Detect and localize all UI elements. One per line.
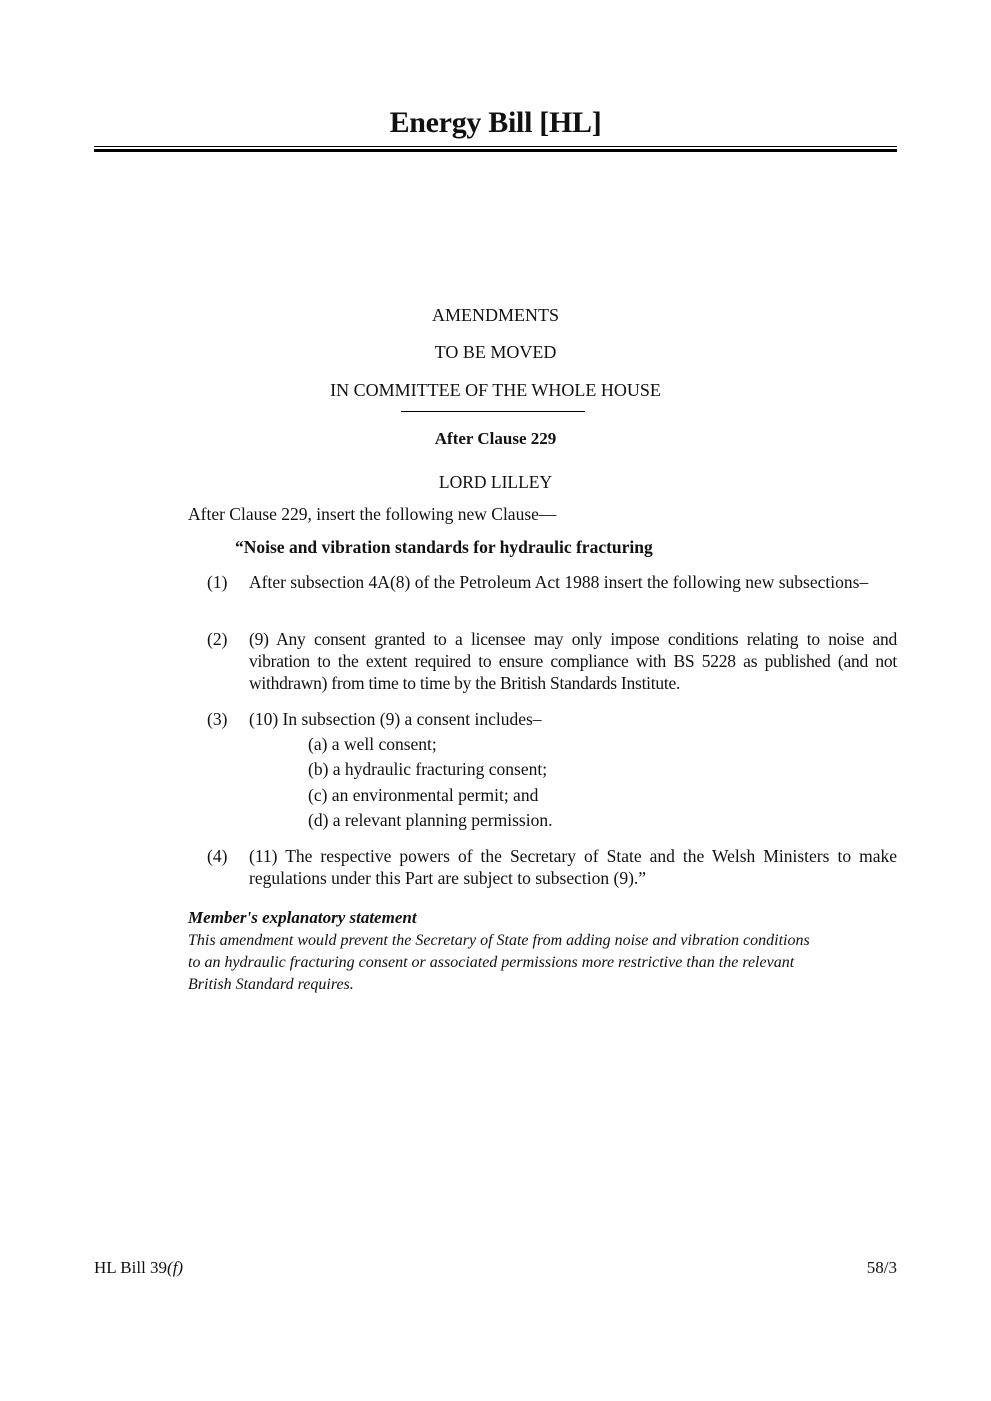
explanatory-statement-heading: Member's explanatory statement: [188, 908, 417, 927]
heading-rule: [401, 411, 585, 412]
footer-page-reference: 58/3: [866, 1258, 897, 1277]
heading-line-1: AMENDMENTS: [431, 305, 559, 325]
explanatory-statement-body: [188, 930, 900, 996]
footer-bill-reference: [94, 1258, 183, 1278]
clause-title: “Noise and vibration standards for hydraulic fracturing: [235, 537, 653, 557]
subsection-number: (2): [207, 629, 228, 649]
subsection-2: [207, 628, 897, 694]
subsection-4: [207, 845, 897, 889]
subsection-text: (9) Any consent granted to a licensee may only impose conditions relating to noise and vibration to the extent required to ensure compliance with BS 5228 as published (and not withdrawn) from time to time by the British Standards Institute.: [249, 629, 897, 693]
explanatory-line: to an hydraulic fracturing consent or associated permissions more restrictive than the relevant: [188, 954, 795, 971]
section-heading: After Clause 229: [434, 429, 557, 448]
explanatory-line: British Standard requires.: [188, 976, 354, 993]
paragraph-d: (d) a relevant planning permission.: [308, 810, 553, 830]
heading-line-2: TO BE MOVED: [434, 342, 557, 362]
paragraph-a: (a) a well consent;: [308, 734, 437, 754]
paragraph-b: (b) a hydraulic fracturing consent;: [308, 759, 548, 779]
bill-ref-suffix: (f): [167, 1258, 184, 1277]
explanatory-line: This amendment would prevent the Secretary of State from adding noise and vibration conditions: [188, 932, 810, 949]
subsection-number: (4): [207, 846, 228, 866]
subsection-text: After subsection 4A(8) of the Petroleum Act 1988 insert the following new subsections–: [249, 572, 869, 592]
paragraph-c: (c) an environmental permit; and: [308, 785, 539, 805]
document-title: Energy Bill [HL]: [389, 106, 602, 139]
subsection-number: (3): [207, 709, 228, 729]
heading-line-3: IN COMMITTEE OF THE WHOLE HOUSE: [330, 380, 661, 400]
bill-ref: HL Bill 39: [94, 1258, 168, 1277]
subsection-1: [207, 571, 897, 615]
subsection-3: [207, 708, 897, 730]
title-rule-thick: [94, 149, 897, 152]
subsection-text: (11) The respective powers of the Secretary of State and the Welsh Ministers to make regulations under this Part are subject to subsection (9).”: [249, 846, 897, 888]
subsection-text: (10) In subsection (9) a consent includes–: [249, 709, 542, 729]
amendment-instruction: After Clause 229, insert the following new Clause—: [188, 504, 557, 524]
mover-name: LORD LILLEY: [438, 472, 553, 492]
subsection-number: (1): [207, 572, 228, 592]
title-rule-thin: [94, 146, 897, 147]
